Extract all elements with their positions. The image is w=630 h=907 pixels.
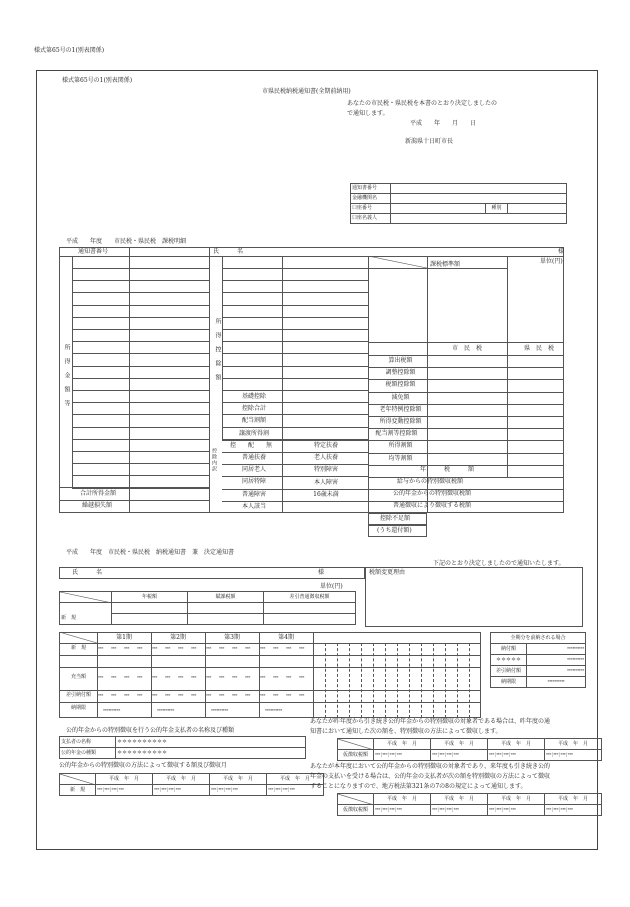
basic-row-label: 控除合計 [241, 405, 266, 413]
amount-cell: ***┊***┊***┊*** [374, 750, 431, 761]
amount-cell: ***┊***┊***┊*** [488, 805, 545, 816]
star-cell: *** [111, 646, 117, 651]
notice-line-2: で通知します。 [347, 110, 389, 117]
row-shinki: 新 規 [60, 614, 112, 625]
pension-month-grid [59, 773, 324, 796]
period-header: 第4期 [278, 634, 294, 641]
star-cell: *** [219, 675, 225, 680]
month-header: 平成 年 月 [267, 774, 324, 785]
issuer-name: 新潟県十日町市長 [405, 138, 454, 145]
star-cell: *** [286, 646, 292, 651]
kanpu2-label: (うち還付額) [377, 527, 412, 534]
star-cell: *** [299, 693, 305, 698]
income-vertical-label: 所得金額等 [63, 344, 70, 414]
account-type-label: 種別 [486, 204, 508, 214]
pair-right-label: 特別障害 [313, 466, 338, 474]
installment-table [59, 632, 481, 718]
star-cell: *** [191, 646, 197, 651]
month-header: 平成 年 月 [374, 794, 431, 805]
amount-cell: ***┊***┊***┊*** [545, 750, 602, 761]
star-cell: *** [124, 675, 130, 680]
star-cell: *** [165, 675, 171, 680]
lump-row-label: 差引納付額 [491, 666, 527, 677]
pair-right-label: 老人扶養 [313, 454, 338, 462]
pension-title: 公的年金からの特別徴収を行う公的年金支払者の名称及び種類 [66, 727, 235, 734]
period-header: 第2期 [170, 634, 186, 641]
installment-row-label: 充当額 [70, 674, 86, 680]
lump-value: ********** [527, 644, 586, 655]
month-header: 平成 年 月 [545, 794, 602, 805]
goukei-label: 合計所得金額 [80, 490, 117, 497]
star-cell: *** [232, 675, 238, 680]
star-cell: *** [165, 693, 171, 698]
star-cell: *** [111, 675, 117, 680]
star-cell: *** [273, 693, 279, 698]
star-cell: *** [245, 675, 251, 680]
detail-name: 氏 名 [213, 248, 244, 255]
calc-row-label: 算出税額 [388, 357, 413, 364]
lump-value: ********** [527, 666, 586, 677]
deduction-vertical-label: 所得控除額 [214, 318, 221, 388]
star-cell: *** [273, 646, 279, 651]
note1-a: あなたが昨年度から引き続き公的年金からの特別徴収の対象者である場合は、昨年度の通 [310, 718, 551, 725]
pair-left-label: 普通扶養 [241, 454, 266, 461]
calc-row-label: 老年特例控除額 [379, 405, 422, 413]
amount-cell: ***┊***┊***┊*** [210, 785, 267, 796]
amount-cell: ***┊***┊***┊*** [545, 805, 602, 816]
pair-right-label: 特定扶養 [313, 442, 338, 449]
pair-right-label: 本人障害 [313, 478, 338, 486]
kanpu-label: 控除不足額 [380, 515, 411, 522]
star-cell: *** [299, 675, 305, 680]
note1-b: 知書において通知した次の額を、特別徴収の方法によって徴収します。 [310, 728, 502, 735]
col-nenzei: 年税額 [112, 592, 188, 603]
star-cell: *** [178, 693, 184, 698]
star-cell: *** [219, 693, 225, 698]
account-notice-no-label: 通知書番号 [351, 184, 391, 194]
star-cell: *** [299, 646, 305, 651]
amount-cell: ***┊***┊***┊*** [267, 785, 324, 796]
calc-row-label: 調整控除額 [385, 369, 416, 377]
star-cell: *** [137, 693, 143, 698]
month-header: 平成 年 月 [488, 794, 545, 805]
pension-payer-label: 支払者の名称 [60, 737, 116, 748]
lump-title: 全期分を前納される場合 [491, 633, 586, 644]
annual-tax-table [59, 591, 356, 625]
star-cell: *** [206, 675, 212, 680]
city-tax-header: 市 民 税 [452, 345, 483, 352]
star-cell: *** [273, 675, 279, 680]
col-kazei: 賦課税額 [188, 592, 264, 603]
installment-row-label: 新 規 [70, 645, 86, 651]
star-cell: *** [260, 646, 266, 651]
due-date-stars: ********** [265, 708, 283, 713]
detail-sama: 様 [558, 248, 565, 255]
note2-b: 年金の支払いを受ける場合は、公的年金の支払者が次の額を特別徴収の方法によって徴収 [310, 773, 551, 780]
tax-base-label: 課税標準額 [430, 261, 461, 268]
bottom-unit: 単位(円) [320, 583, 343, 590]
amount-cell: ***┊***┊***┊*** [96, 785, 153, 796]
star-cell: *** [191, 675, 197, 680]
calc-row-label: 所得割額 [388, 442, 413, 450]
detail-heading: 平成 年度 市民税・県民税 課税明細 [66, 238, 187, 245]
star-cell: *** [111, 693, 117, 698]
row-label: 仮徴収税額 [338, 805, 374, 816]
star-cell: *** [98, 675, 104, 680]
amount-cell: ***┊***┊***┊*** [374, 805, 431, 816]
detail-notice-no: 通知書番号 [78, 248, 109, 255]
lump-sum-box [490, 632, 586, 688]
month-header: 平成 年 月 [431, 739, 488, 750]
due-date-stars: ********** [103, 708, 121, 713]
bottom-name-label: 氏 名 [72, 569, 103, 576]
amount-cell: ***┊***┊***┊*** [431, 750, 488, 761]
calc-row-label: 配当割等控除額 [375, 430, 418, 438]
pair-left-label: 本人該当 [241, 502, 266, 510]
basic-row-label: 基礎控除 [241, 393, 266, 400]
basic-row-label: 譲渡所得割 [238, 429, 269, 437]
pair-left-label: 同居特障 [241, 478, 266, 486]
account-bank-label: 金融機関名 [351, 194, 391, 204]
star-cell: *** [98, 646, 104, 651]
star-cell: *** [232, 646, 238, 651]
star-cell: *** [245, 646, 251, 651]
pension-type-label: 公的年金の種類 [60, 748, 116, 759]
account-holder-label: 口座名義人 [351, 214, 391, 224]
star-cell: *** [245, 693, 251, 698]
star-cell: *** [178, 646, 184, 651]
pension-type-value: ＊＊＊＊＊＊＊＊＊＊ [116, 748, 306, 759]
lump-row-label: ＊＊＊＊＊ [491, 655, 527, 666]
amount-cell: ***┊***┊***┊*** [488, 750, 545, 761]
pension-payer-value: ＊＊＊＊＊＊＊＊＊＊ [116, 737, 306, 748]
star-cell: *** [178, 675, 184, 680]
nenkin-label: 公的年金からの特別徴収税額 [393, 490, 472, 497]
row-label: 新 規 [60, 785, 96, 796]
col-sashihiki: 差引普通徴収税額 [264, 592, 356, 603]
nenzei-label: 年 税 額 [420, 466, 475, 473]
pair-left-label: 普通障害 [241, 490, 266, 498]
lump-row-label: 納期限 [491, 677, 527, 688]
star-cell: *** [152, 646, 158, 651]
installment-row-label: 差引納付額 [65, 692, 91, 698]
due-date-stars: ********** [157, 708, 175, 713]
account-box [350, 183, 567, 224]
bottom-heading: 平成 年度 市民税・県民税 納税通知書 兼 決定通知書 [66, 549, 235, 556]
pref-tax-header: 県 民 税 [524, 345, 555, 352]
bottom-notice-right: 下記のとおり決定しましたので通知いたします。 [433, 560, 565, 567]
pair-right-label: 16歳未満 [313, 490, 339, 498]
form-title: 市県民税納税通知書(全期前納用) [262, 88, 351, 95]
pension-method: 公的年金からの特別徴収の方法によって徴収する額及び徴収月 [59, 762, 228, 769]
installment-row-label: 納期限 [70, 705, 86, 711]
kyuyo-label: 給与からの特別徴収税額 [397, 478, 464, 485]
month-header: 平成 年 月 [96, 774, 153, 785]
amount-cell: ***┊***┊***┊*** [431, 805, 488, 816]
page-label: 様式第65号の1(別表関係) [34, 47, 105, 54]
month-header: 平成 年 月 [431, 794, 488, 805]
star-cell: *** [124, 693, 130, 698]
haigu-label: 控 配 無 [230, 442, 273, 449]
star-cell: *** [219, 646, 225, 651]
calc-row-label: 所得変動控除額 [379, 418, 422, 425]
calc-row-label: 均等割額 [388, 454, 413, 462]
reason-box [365, 567, 583, 627]
kurikoshi-label: 繰越損失額 [82, 502, 113, 509]
reason-label: 税額変更理由 [369, 569, 406, 576]
diagonal-cell [368, 256, 427, 268]
kojo-naiyaku-label: 控除内訳 [211, 448, 217, 472]
basic-row-label: 配当割額 [241, 417, 266, 425]
pension-table [59, 736, 306, 759]
month-header: 平成 年 月 [374, 739, 431, 750]
due-date-stars: ********** [211, 708, 229, 713]
month-header: 平成 年 月 [545, 739, 602, 750]
star-cell: *** [124, 646, 130, 651]
lump-row-label: 納付額 [491, 644, 527, 655]
period-header: 第3期 [224, 634, 240, 641]
month-header: 平成 年 月 [210, 774, 267, 785]
period-header: 第1期 [116, 634, 132, 641]
star-cell: *** [165, 646, 171, 651]
row-label: 仮徴収税額 [338, 750, 374, 761]
calc-row-label: 税額控除額 [385, 381, 416, 389]
star-cell: *** [98, 693, 104, 698]
unit-label: 単位(円) [540, 258, 563, 265]
star-cell: *** [232, 693, 238, 698]
calc-row-label: 減免額 [391, 393, 410, 401]
notice-line-1: あなたの市民税・県民税を本書のとおり決定しましたの [347, 100, 498, 107]
amount-cell: ***┊***┊***┊*** [153, 785, 210, 796]
month-header: 平成 年 月 [153, 774, 210, 785]
provisional-grid-1 [337, 738, 602, 761]
notice-date: 平成 年 月 日 [410, 120, 477, 127]
star-cell: *** [286, 675, 292, 680]
lump-value: ********** [527, 677, 586, 688]
bottom-sama: 様 [318, 569, 325, 576]
month-header: 平成 年 月 [488, 739, 545, 750]
lump-value: ********** [527, 655, 586, 666]
star-cell: *** [260, 693, 266, 698]
star-cell: *** [152, 675, 158, 680]
note2-c: することになりますので、地方税法第321条の7の8の規定によって通知します。 [310, 783, 527, 790]
star-cell: *** [137, 675, 143, 680]
account-no-label: 口座番号 [351, 204, 391, 214]
star-cell: *** [137, 646, 143, 651]
star-cell: *** [191, 693, 197, 698]
star-cell: *** [152, 693, 158, 698]
provisional-grid-2 [337, 793, 602, 816]
futsu-label: 普通徴収により徴収する税額 [393, 502, 472, 509]
form-label: 様式第65号の1(別表関係) [62, 77, 133, 84]
note2-a: あなたが本年度において公的年金からの特別徴収の対象者であり、来年度も引き続き公的 [310, 763, 551, 770]
star-cell: *** [206, 693, 212, 698]
star-cell: *** [286, 693, 292, 698]
star-cell: *** [206, 646, 212, 651]
star-cell: *** [260, 675, 266, 680]
pair-left-label: 同居老人 [241, 466, 266, 474]
